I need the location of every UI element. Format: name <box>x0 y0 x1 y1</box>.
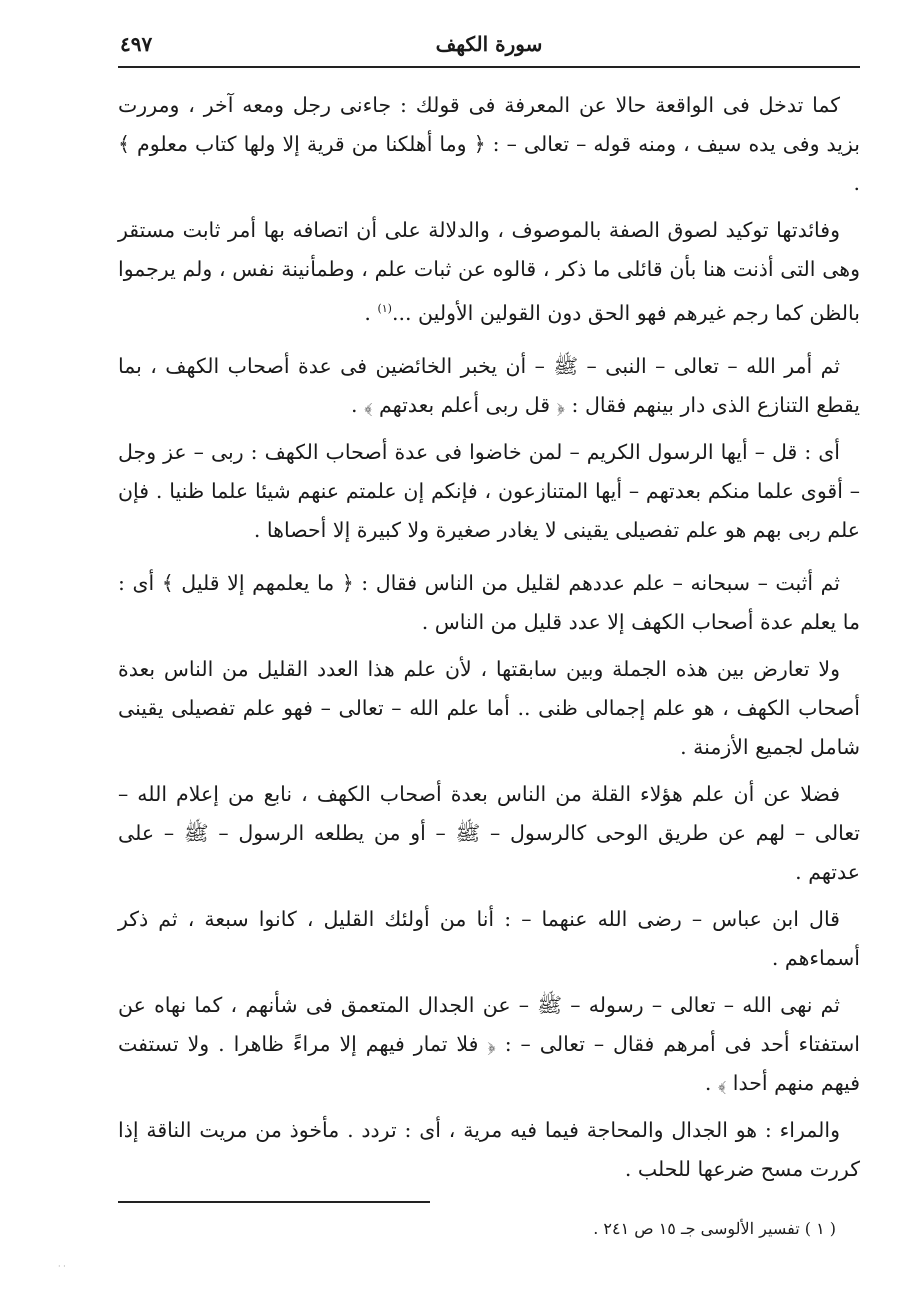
page-number: ٤٩٧ <box>120 32 153 56</box>
paragraph: فضلا عن أن علم هؤلاء القلة من الناس بعدة أصحاب الكهف ، نابع من إعلام الله – تعالى – لهم عن طريق الوحى كالرسول – ﷺ – أو من يطلعه الرسول – ﷺ – على عدتهم . <box>118 781 860 884</box>
paragraph: أى : قل – أيها الرسول الكريم – لمن خاضوا فى عدة أصحاب الكهف : ربى – عز وجل – أقوى علما منكم بعدتهم – أيها المتنازعون ، فإنكم إن علمتم عنهم شيئا علما ظنيا . فإن علم ربى بهم هو علم تفصيلى يقينى لا يغادر صغيرة ولا كبيرة إلا أحصاها . <box>118 439 860 542</box>
paragraph-with-note <box>118 211 860 333</box>
paragraph: والمراء : هو الجدال والمحاجة فيما فيه مرية ، أى : تردد . مأخوذ من مريت الناقة إذا كررت مسح ضرعها للحلب . <box>118 1117 860 1181</box>
footnote-marker[interactable]: (١) <box>377 302 392 315</box>
paragraph-text: وفائدتها توكيد لصوق الصفة بالموصوف ، والدلالة على أن اتصافه بها أمر ثابت مستقر وهى التى أذنت هنا بأن قائلى ما ذكر ، قالوه عن ثبات علم ، وطمأنينة نفس ، ولم يرجموا بالظن كما رجم غيرهم فهو الحق دون القولين الأولين ... <box>118 218 860 325</box>
footnote-divider <box>118 1201 430 1203</box>
paragraph: ثم أثبت – سبحانه – علم عددهم لقليل من الناس فقال : ﴿ ما يعلمهم إلا قليل ﴾ أى : ما يعلم عدة أصحاب الكهف إلا عدد قليل من الناس . <box>118 570 860 634</box>
body-text <box>118 86 860 1189</box>
running-header <box>118 28 860 68</box>
paragraph: ثم نهى الله – تعالى – رسوله – ﷺ – عن الجدال المتعمق فى شأنهم ، كما نهاه عن استفتاء أحد فى أمرهم فقال – تعالى – : ﴿ فلا تمار فيهم إلا مراءً ظاهرا . ولا تستفت فيهم منهم أحدا ﴾ . <box>118 992 860 1095</box>
scan-specks: · · <box>58 1262 66 1271</box>
footnote: ( ١ ) تفسير الألوسى جـ ١٥ ص ٢٤١ . <box>593 1218 836 1238</box>
surah-title: سورة الكهف <box>435 32 543 56</box>
paragraph: ولا تعارض بين هذه الجملة وبين سابقتها ، لأن علم هذا العدد القليل من الناس بعدة أصحاب الكهف ، هو علم إجمالى ظنى .. أما علم الله – تعالى – فهو علم تفصيلى يقينى شامل لجميع الأزمنة . <box>118 656 860 759</box>
paragraph: كما تدخل فى الواقعة حالا عن المعرفة فى قولك : جاءنى رجل ومعه آخر ، ومررت بزيد وفى يده سيف ، ومنه قوله – تعالى – : ﴿ وما أهلكنا من قرية إلا ولها كتاب معلوم ﴾ . <box>118 93 860 195</box>
paragraph: ثم أمر الله – تعالى – النبى – ﷺ – أن يخبر الخائضين فى عدة أصحاب الكهف ، بما يقطع التنازع الذى دار بينهم فقال : ﴿ قل ربى أعلم بعدتهم ﴾ . <box>118 353 860 417</box>
paragraph: قال ابن عباس – رضى الله عنهما – : أنا من أولئك القليل ، كانوا سبعة ، ثم ذكر أسماءهم . <box>118 906 860 970</box>
paragraph-tail: . <box>364 300 378 325</box>
page <box>118 28 860 1241</box>
